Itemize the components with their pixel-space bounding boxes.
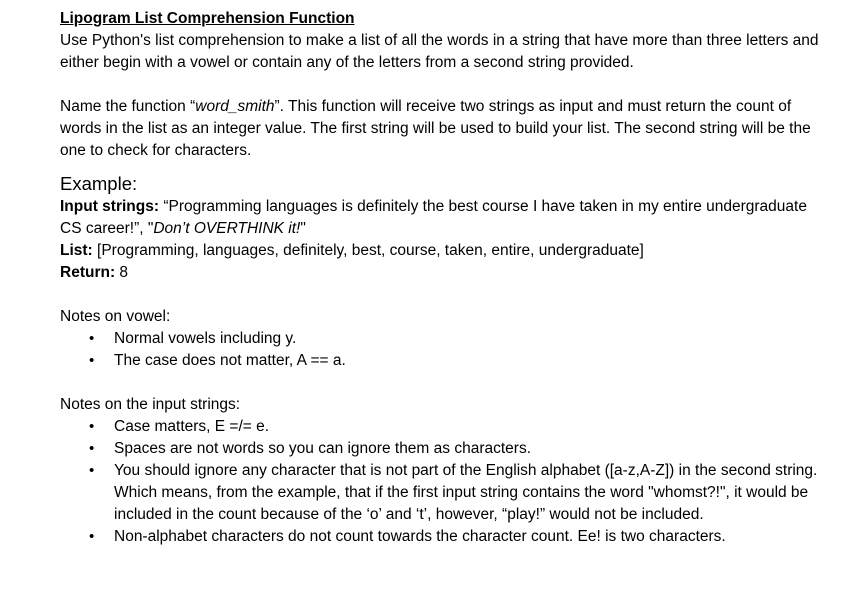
- list-item: [89, 460, 820, 526]
- example-heading: Example:: [60, 173, 138, 194]
- function-name: word_smith: [195, 98, 275, 115]
- list-item-text: You should ignore any character that is not part of the English alphabet ([a-z,A-Z]) in the second string. Which means, from the example, that if the first input string contains the word "whomst?!", it would be included in the count because of the ‘o’ and ‘t’, however, “play!” would not be included.: [114, 462, 818, 523]
- example-list-line: [60, 240, 820, 262]
- intro-paragraph: Use Python's list comprehension to make a list of all the words in a string that have more than three letters and either begin with a vowel or contain any of the letters from a second string provided.: [60, 32, 819, 71]
- notes-input-heading: Notes on the input strings:: [60, 396, 241, 413]
- bullet-icon: •: [89, 462, 95, 479]
- bullet-icon: •: [89, 528, 95, 545]
- description-part1: Name the function “: [60, 98, 196, 115]
- example-input-line: [60, 196, 820, 240]
- input-label: Input strings:: [60, 198, 160, 215]
- description-paragraph: [60, 96, 820, 162]
- list-item-text: Case matters, E =/= e.: [114, 418, 270, 435]
- list-item: [89, 328, 820, 350]
- list-item-text: Non-alphabet characters do not count towards the character count. Ee! is two characters.: [114, 528, 726, 545]
- document-page: [60, 8, 820, 548]
- example-return-line: [60, 262, 820, 284]
- list-item-text: The case does not matter, A == a.: [114, 352, 346, 369]
- list-label: List:: [60, 242, 93, 259]
- list-item-text: Normal vowels including y.: [114, 330, 297, 347]
- list-item: [89, 438, 820, 460]
- list-value: [Programming, languages, definitely, best, course, taken, entire, undergraduate]: [92, 242, 644, 259]
- input-text-2: ": [300, 220, 306, 237]
- description-part2: ”. This function will receive two strings as input and must return the count of words in the list as an integer value. The first string will be used to build your list. The second string will be the one to check for characters.: [60, 98, 811, 159]
- bullet-icon: •: [89, 418, 95, 435]
- input-text-italic: Don’t OVERTHINK it!: [153, 220, 301, 237]
- list-item: [89, 350, 820, 372]
- notes-input-list: [60, 416, 820, 548]
- list-item: [89, 416, 820, 438]
- notes-vowel-list: [60, 328, 820, 372]
- spacer: [60, 284, 820, 306]
- spacer: [60, 372, 820, 394]
- bullet-icon: •: [89, 330, 95, 347]
- bullet-icon: •: [89, 440, 95, 457]
- input-text-1: “Programming languages is definitely the best course I have taken in my entire undergraduate CS career!”, ": [60, 198, 807, 237]
- bullet-icon: •: [89, 352, 95, 369]
- return-value: 8: [115, 264, 129, 281]
- list-item: [89, 526, 820, 548]
- spacer: [60, 74, 820, 96]
- return-label: Return:: [60, 264, 116, 281]
- list-item-text: Spaces are not words so you can ignore them as characters.: [114, 440, 531, 457]
- notes-vowel-heading: Notes on vowel:: [60, 308, 171, 325]
- document-title: Lipogram List Comprehension Function: [60, 10, 355, 27]
